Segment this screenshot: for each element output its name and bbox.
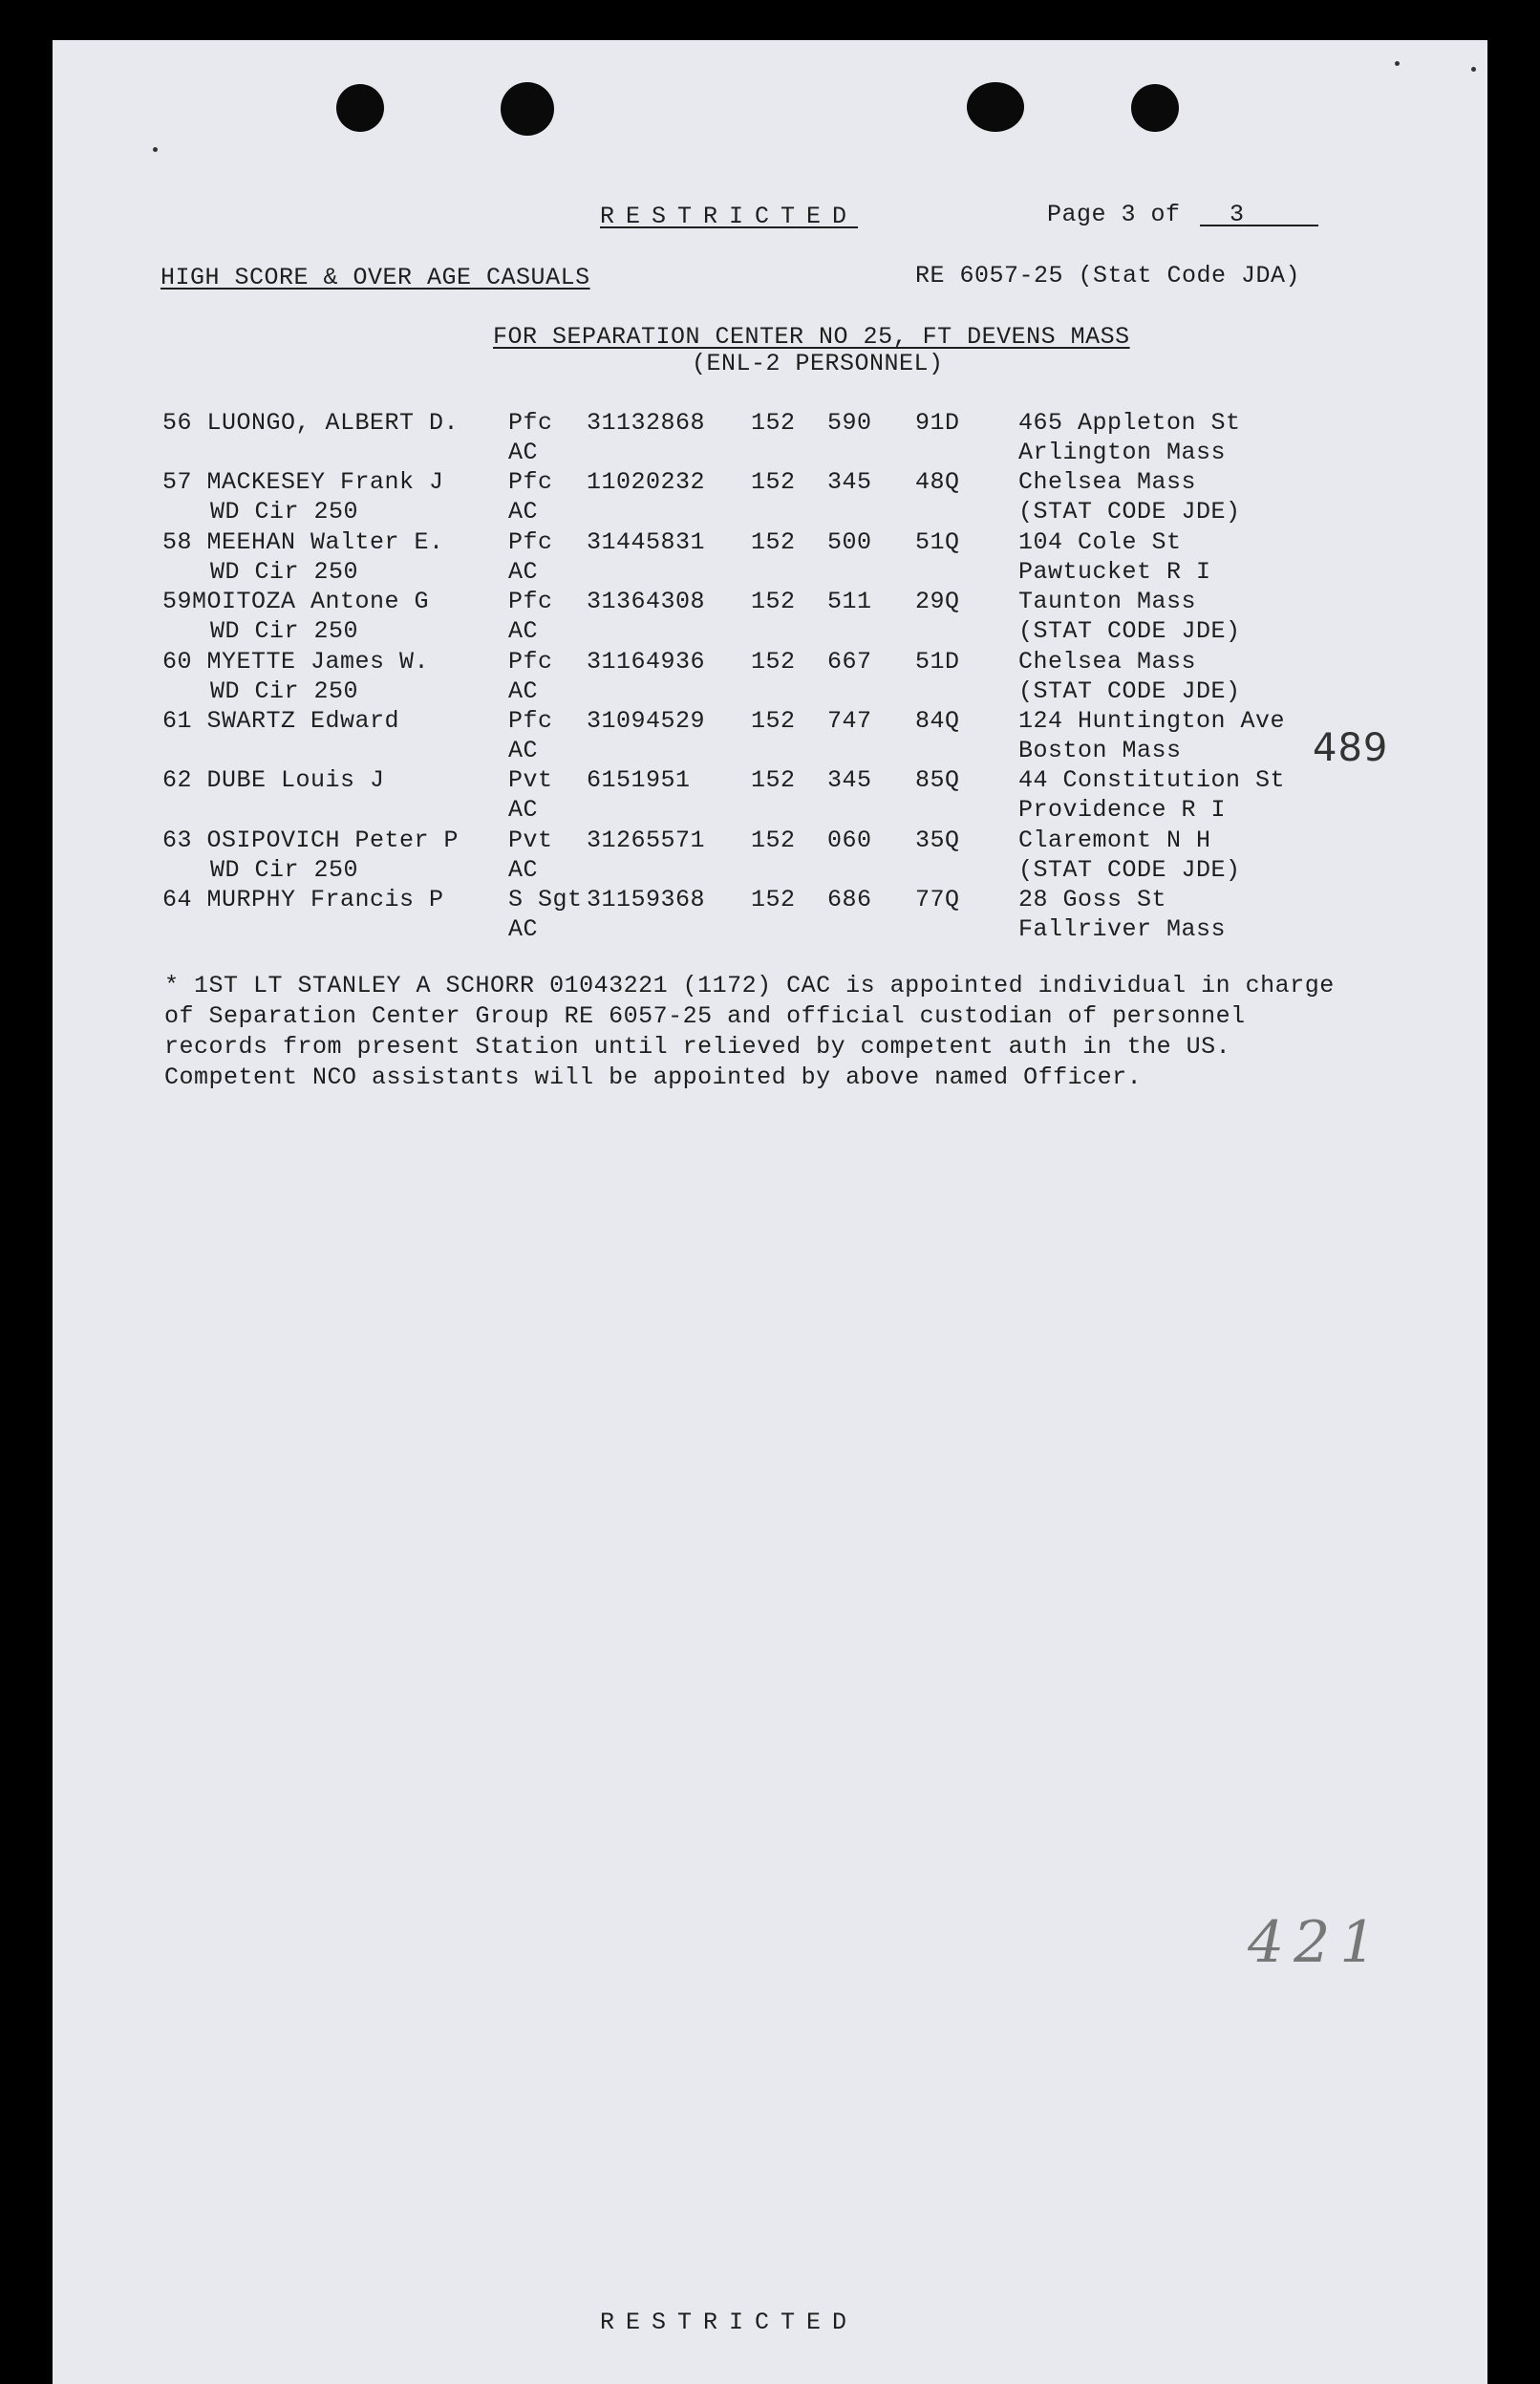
row-code: 152 (751, 766, 796, 794)
row-name: 62 DUBE Louis J (162, 766, 385, 794)
row-branch: AC (508, 439, 539, 466)
row-serial: 31132868 (587, 409, 706, 437)
punch-hole (336, 84, 384, 132)
row-branch: AC (508, 617, 539, 645)
row-address-line2: (STAT CODE JDE) (1018, 677, 1241, 705)
row-category: 35Q (915, 827, 960, 854)
row-address-line1: Claremont N H (1018, 827, 1211, 854)
punch-hole (501, 82, 554, 136)
group-title: HIGH SCORE & OVER AGE CASUALS (160, 264, 590, 291)
row-code: 152 (751, 409, 796, 437)
row-address-line2: Fallriver Mass (1018, 915, 1227, 943)
row-rank: S Sgt (508, 886, 583, 913)
document-page (53, 40, 1487, 2384)
row-category: 84Q (915, 707, 960, 735)
row-score: 345 (827, 766, 872, 794)
row-branch: AC (508, 796, 539, 824)
row-rank: Pvt (508, 766, 553, 794)
personnel-type: (ENL-2 PERSONNEL) (692, 350, 944, 377)
row-rank: Pfc (508, 588, 553, 615)
row-address-line2: Pawtucket R I (1018, 558, 1211, 586)
row-subnote: WD Cir 250 (210, 677, 359, 705)
row-branch: AC (508, 558, 539, 586)
row-serial: 31094529 (587, 707, 706, 735)
row-branch: AC (508, 915, 539, 943)
row-rank: Pvt (508, 827, 553, 854)
page-total (1200, 201, 1318, 229)
note-line: * 1ST LT STANLEY A SCHORR 01043221 (1172) CAC is appointed individual in charge (164, 972, 1335, 999)
row-score: 060 (827, 827, 872, 854)
row-address-line1: 104 Cole St (1018, 528, 1182, 556)
row-code: 152 (751, 588, 796, 615)
row-score: 686 (827, 886, 872, 913)
row-category: 29Q (915, 588, 960, 615)
re-number: RE 6057-25 (Stat Code JDA) (915, 262, 1301, 290)
row-code: 152 (751, 886, 796, 913)
row-score: 500 (827, 528, 872, 556)
classification-bottom: RESTRICTED (600, 2309, 859, 2336)
row-address-line1: Chelsea Mass (1018, 468, 1197, 496)
row-score: 747 (827, 707, 872, 735)
stamp-number: 489 (1313, 726, 1389, 770)
row-category: 77Q (915, 886, 960, 913)
row-score: 511 (827, 588, 872, 615)
row-rank: Pfc (508, 468, 553, 496)
row-subnote: WD Cir 250 (210, 498, 359, 526)
row-name: 56 LUONGO, ALBERT D. (162, 409, 460, 437)
handwritten-number: 421 (1248, 1909, 1386, 1976)
row-serial: 6151951 (587, 766, 691, 794)
row-address-line1: 28 Goss St (1018, 886, 1167, 913)
row-code: 152 (751, 468, 796, 496)
row-address-line1: 44 Constitution St (1018, 766, 1286, 794)
punch-hole (967, 82, 1024, 132)
row-serial: 31159368 (587, 886, 706, 913)
row-subnote: WD Cir 250 (210, 558, 359, 586)
row-category: 51Q (915, 528, 960, 556)
row-code: 152 (751, 528, 796, 556)
row-score: 345 (827, 468, 872, 496)
row-serial: 31265571 (587, 827, 706, 854)
row-address-line1: Chelsea Mass (1018, 648, 1197, 676)
row-code: 152 (751, 648, 796, 676)
row-subnote: WD Cir 250 (210, 617, 359, 645)
page-total-value: 3 (1230, 201, 1245, 228)
row-name: 61 SWARTZ Edward (162, 707, 400, 735)
row-address-line2: (STAT CODE JDE) (1018, 617, 1241, 645)
row-name: 57 MACKESEY Frank J (162, 468, 444, 496)
row-subnote: WD Cir 250 (210, 856, 359, 884)
page-label: Page 3 of (1047, 201, 1181, 228)
row-name: 58 MEEHAN Walter E. (162, 528, 444, 556)
speck (1395, 61, 1400, 66)
row-address-line1: 465 Appleton St (1018, 409, 1241, 437)
row-rank: Pfc (508, 648, 553, 676)
row-rank: Pfc (508, 707, 553, 735)
note-line: of Separation Center Group RE 6057-25 and official custodian of personnel (164, 1002, 1246, 1030)
row-category: 91D (915, 409, 960, 437)
row-score: 590 (827, 409, 872, 437)
row-branch: AC (508, 737, 539, 764)
destination-title: FOR SEPARATION CENTER NO 25, FT DEVENS MASS (493, 323, 1130, 351)
row-name: 60 MYETTE James W. (162, 648, 430, 676)
row-address-line1: Taunton Mass (1018, 588, 1197, 615)
row-address-line2: (STAT CODE JDE) (1018, 498, 1241, 526)
row-branch: AC (508, 856, 539, 884)
row-branch: AC (508, 498, 539, 526)
row-code: 152 (751, 827, 796, 854)
row-category: 85Q (915, 766, 960, 794)
row-code: 152 (751, 707, 796, 735)
punch-hole (1131, 84, 1179, 132)
row-name: 63 OSIPOVICH Peter P (162, 827, 460, 854)
row-name: 64 MURPHY Francis P (162, 886, 444, 913)
row-address-line1: 124 Huntington Ave (1018, 707, 1286, 735)
row-category: 48Q (915, 468, 960, 496)
note-line: Competent NCO assistants will be appointed by above named Officer. (164, 1063, 1143, 1091)
row-address-line2: (STAT CODE JDE) (1018, 856, 1241, 884)
speck (153, 147, 158, 152)
row-address-line2: Boston Mass (1018, 737, 1182, 764)
row-serial: 11020232 (587, 468, 706, 496)
row-address-line2: Arlington Mass (1018, 439, 1227, 466)
classification-top: RESTRICTED (600, 203, 859, 230)
row-branch: AC (508, 677, 539, 705)
row-category: 51D (915, 648, 960, 676)
row-rank: Pfc (508, 409, 553, 437)
row-serial: 31164936 (587, 648, 706, 676)
appointment-note (164, 971, 1406, 1093)
speck (1471, 67, 1476, 72)
row-serial: 31445831 (587, 528, 706, 556)
row-address-line2: Providence R I (1018, 796, 1227, 824)
row-name: 59MOITOZA Antone G (162, 588, 430, 615)
row-serial: 31364308 (587, 588, 706, 615)
row-rank: Pfc (508, 528, 553, 556)
note-line: records from present Station until relieved by competent auth in the US. (164, 1033, 1231, 1061)
row-score: 667 (827, 648, 872, 676)
